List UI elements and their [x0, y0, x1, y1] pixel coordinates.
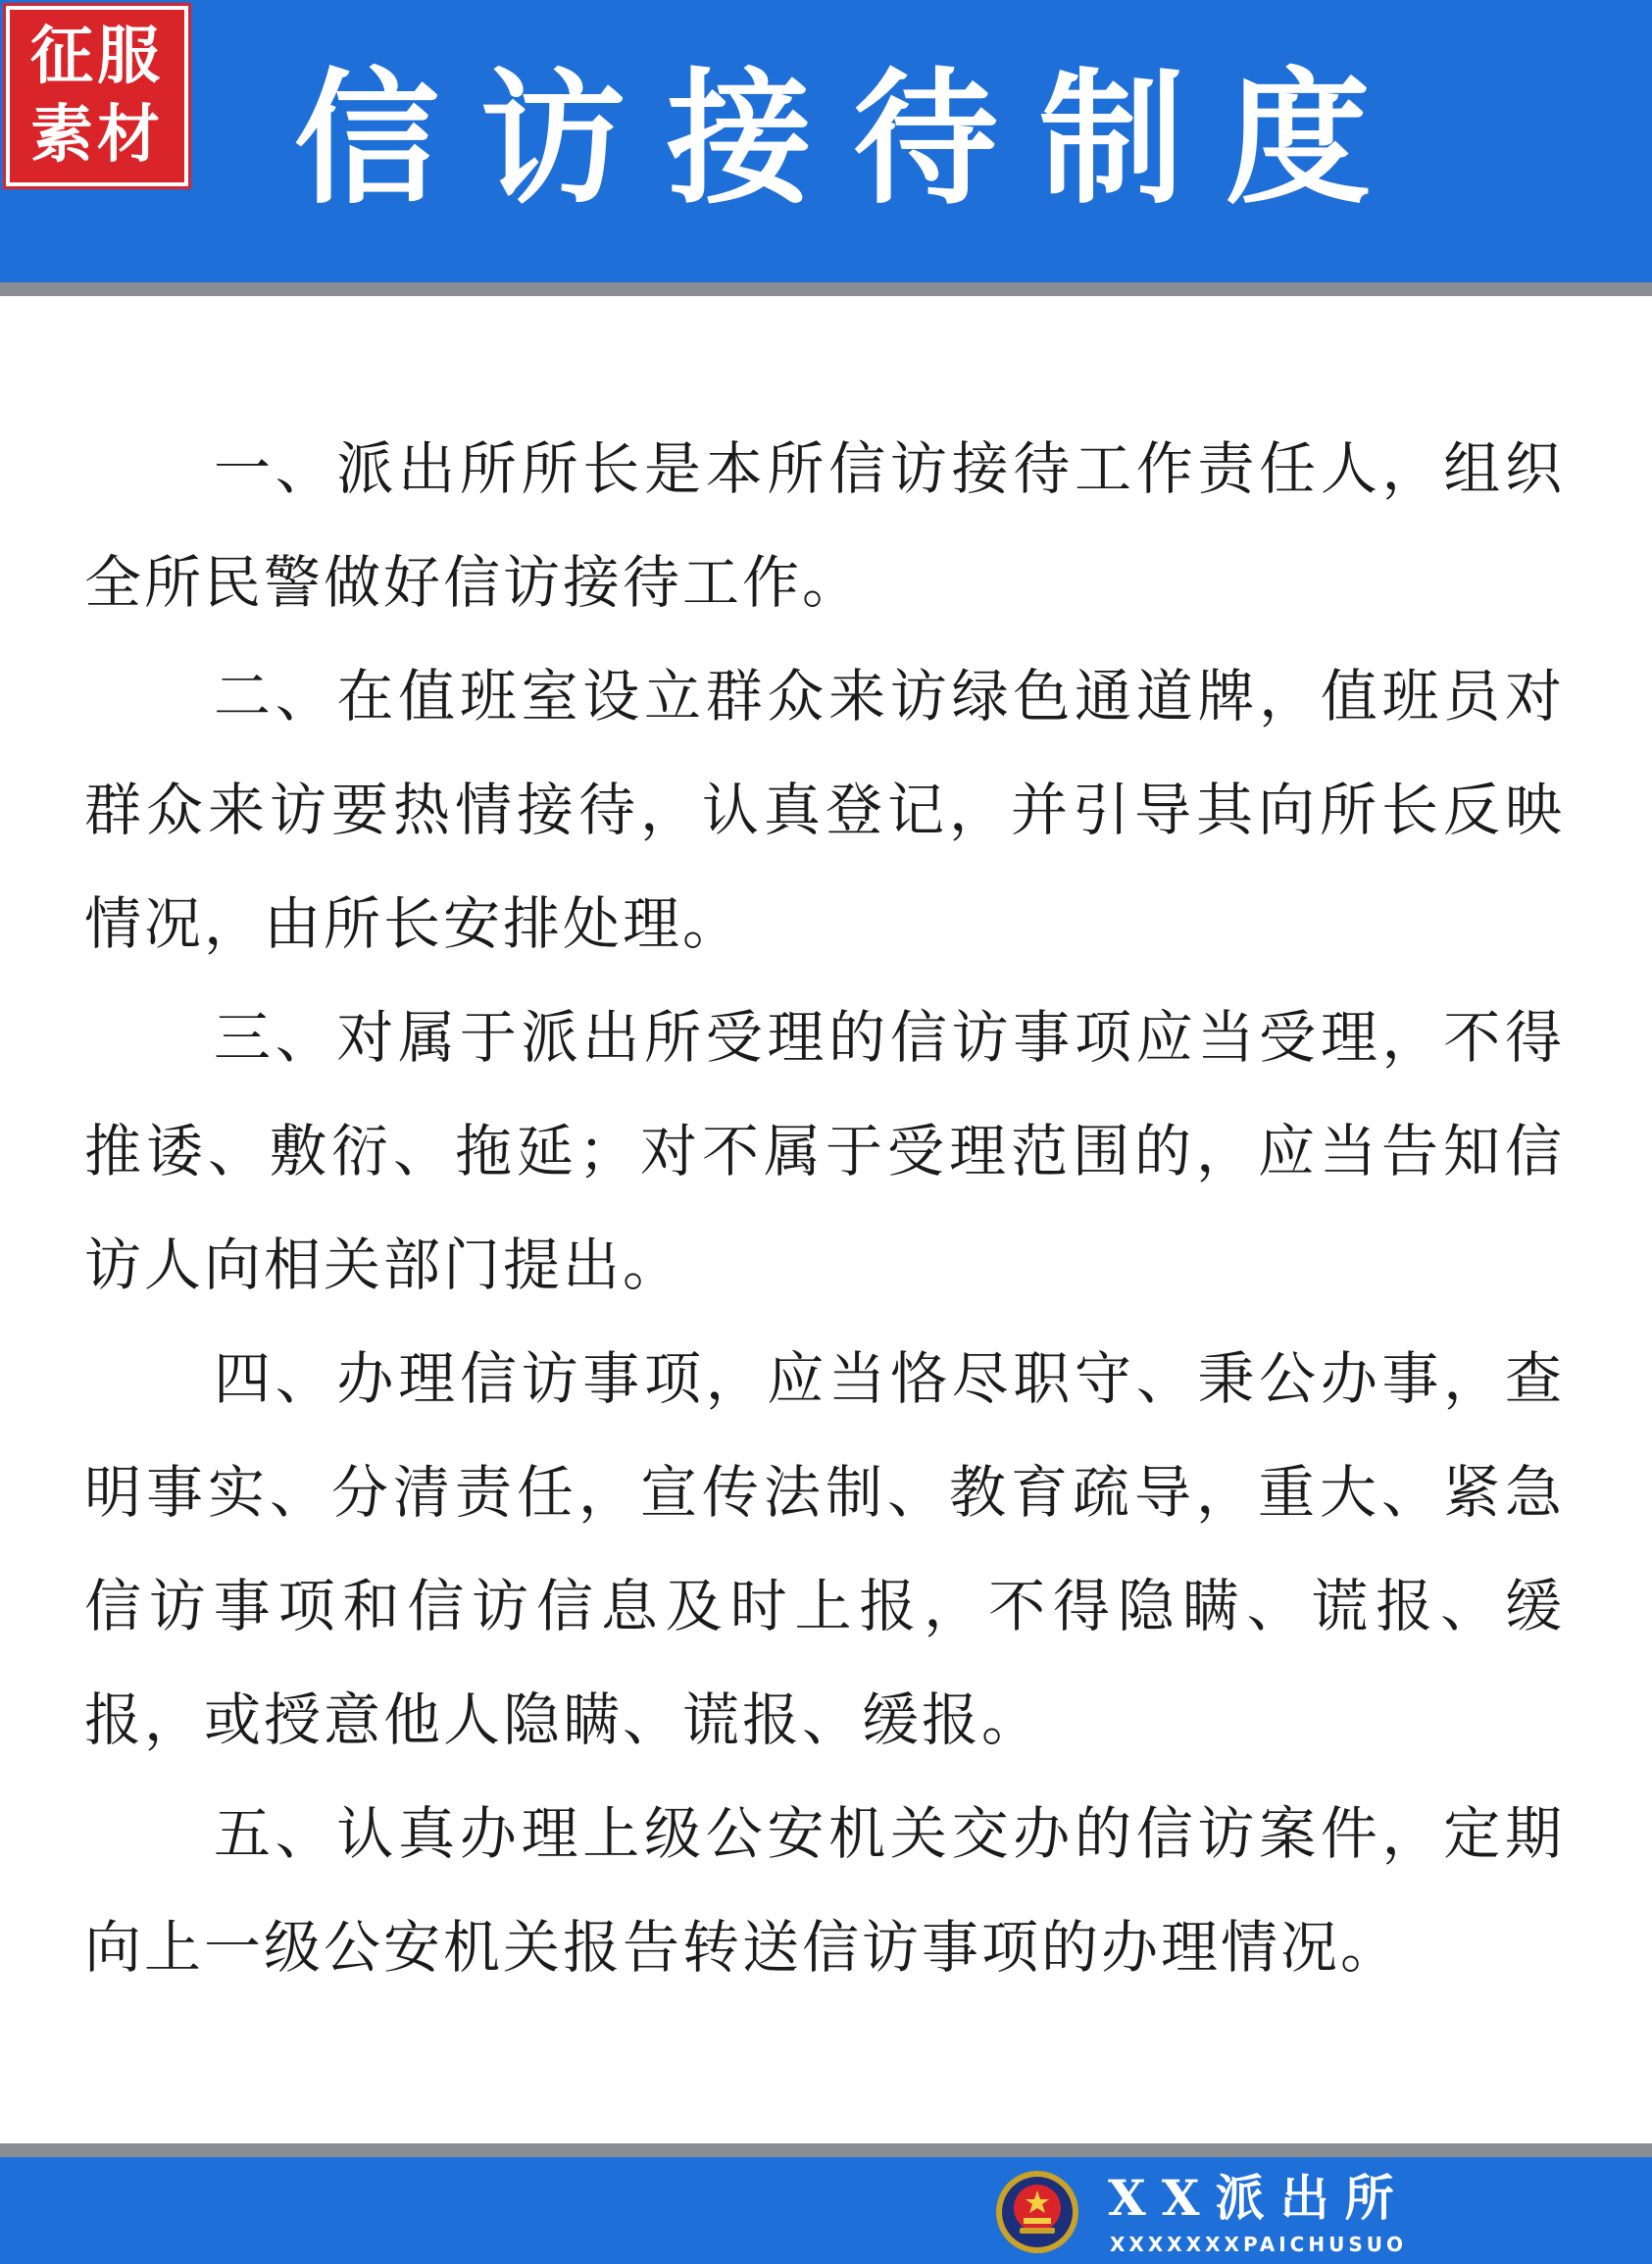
rule-paragraph-3: 三、对属于派出所受理的信访事项应当受理，不得推诿、敷衍、拖延；对不属于受理范围的，应当告知信访人向相关部门提出。: [84, 1004, 1565, 1298]
stamp-line-1: 征服: [30, 21, 164, 93]
watermark-stamp: [6, 6, 188, 186]
header-divider: [0, 282, 1652, 296]
footer-divider: [0, 2143, 1652, 2157]
organization-pinyin: XXXXXXXPAICHUSUO: [1110, 2233, 1407, 2256]
page-title: 信访接待制度: [294, 55, 1412, 224]
stamp-line-2: 素材: [30, 99, 164, 172]
organization-name: XX派出所: [1108, 2169, 1410, 2227]
police-emblem-icon: [994, 2169, 1080, 2255]
rule-paragraph-2: 二、在值班室设立群众来访绿色通道牌，值班员对群众来访要热情接待，认真登记，并引导其向所长反映情况，由所长安排处理。: [84, 663, 1565, 957]
rule-paragraph-4: 四、办理信访事项，应当恪尽职守、秉公办事，查明事实、分清责任，宣传法制、教育疏导，重大、紧急信访事项和信访信息及时上报，不得隐瞒、谎报、缓报，或授意他人隐瞒、谎报、缓报。: [84, 1345, 1565, 1753]
rule-paragraph-5: 五、认真办理上级公安机关交办的信访案件，定期向上一级公安机关报告转送信访事项的办理情况。: [84, 1800, 1565, 1981]
rule-paragraph-1: 一、派出所所长是本所信访接待工作责任人，组织全所民警做好信访接待工作。: [84, 435, 1565, 616]
rules-body: [84, 412, 1565, 2004]
